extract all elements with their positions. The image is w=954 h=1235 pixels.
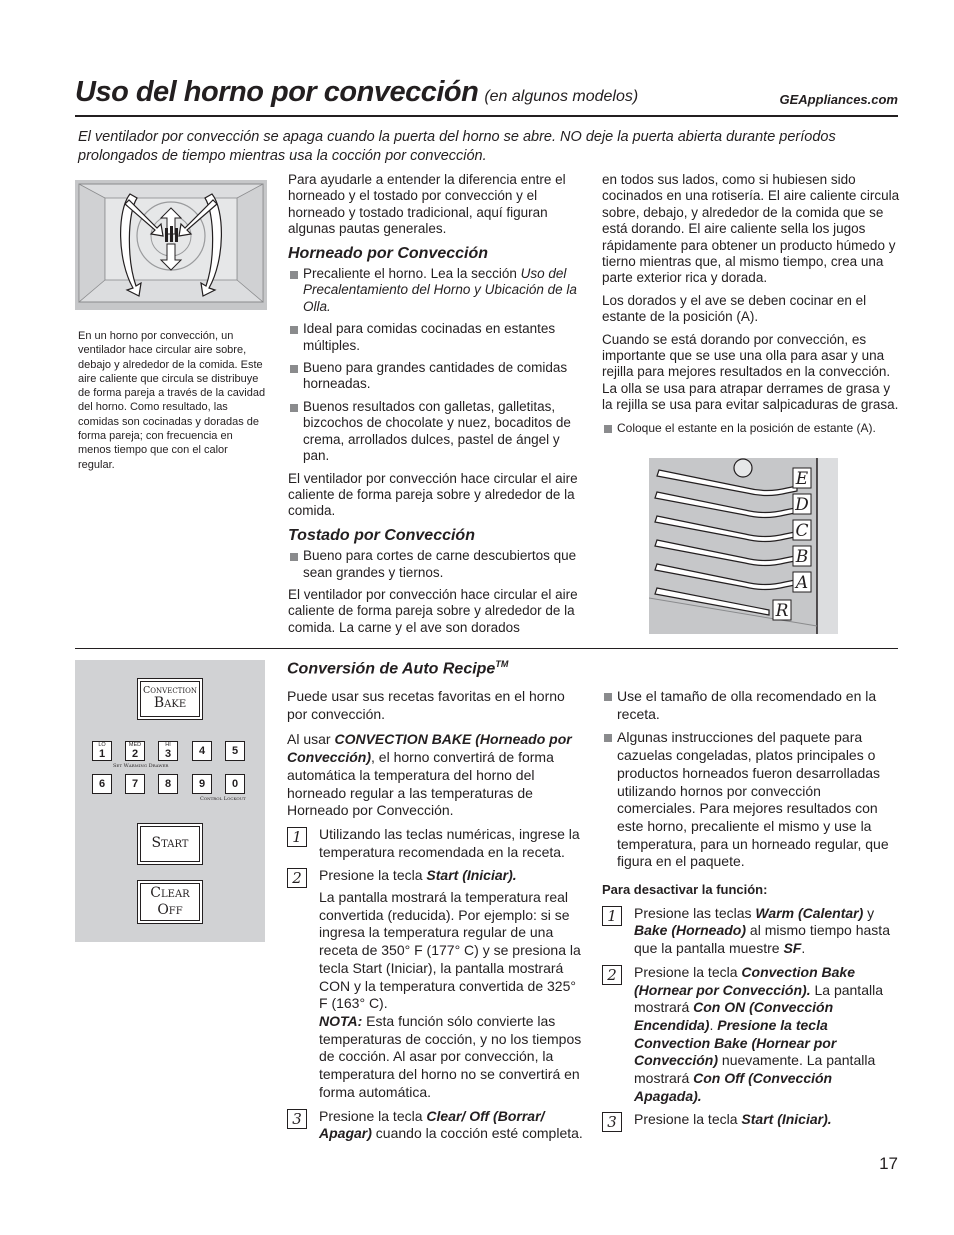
roast-rack-position: Los dorados y el ave se deben cocinar en el estante de la posición (A). [602,292,867,325]
roast-bullet-cuts: Bueno para cortes de carne descubiertos que sean grandes y tiernos. [288,548,586,581]
rack-label-a: A [795,573,809,593]
convection-roast-heading: Tostado por Convección [288,526,475,544]
step-2-note: NOTA: Esta función sólo convierte las temperaturas de cocción, y no los tiempos de cocción. Al asar por convección, la temperatura del horno no se convertirá en forma automática. [319,1012,582,1100]
bake-bullet-results: Buenos resultados con galletas, galletitas, bizcochos de chocolate y nuez, bocaditos de crema, arrollados dulces, pastel de ángel y pan. [288,399,586,465]
convection-fan-illustration [75,180,267,310]
roast-description: El ventilador por convección hace circular el aire caliente de forma pareja sobre y alrededor de la comida. La carne y el ave son dorados [288,586,578,635]
auto-recipe-description: Al usar CONVECTION BAKE (Horneado por Convección), el horno convertirá de forma automática la temperatura del horno del horneado regular a las temperaturas de Horneado por Convección. [287,731,572,819]
step-number: 1 [602,906,622,926]
set-warming-drawer-label: Set Warming Drawer [113,763,169,769]
number-key-3[interactable]: HI 3 [158,741,178,761]
step-2-detail: La pantalla mostrará la temperatura real convertida (reducida). Por ejemplo: si se ingresa la temperatura regular de una receta de 350° F (177° C) y se presiona la tecla Start (Iniciar), la pantalla mostrará CON y la temperatura convertida de 325° F (163° C). [319,889,581,1012]
pan-size-bullet: Use el tamaño de olla recomendado en la receta. [602,688,900,723]
number-key-8[interactable]: 8 [158,774,178,794]
website-link[interactable]: GEAppliances.com [779,92,898,107]
page-subtitle: (en algunos modelos) [484,88,639,105]
rack-label-b: B [795,547,809,567]
key-sublabel: LO [98,742,106,748]
key-sublabel: HI [165,742,171,748]
column-deactivate [602,688,900,1135]
page-title: Uso del horno por convección (en algunos modelos) [75,76,639,108]
page-number: 17 [879,1154,898,1173]
clear-off-key[interactable]: Clear Off [137,880,203,924]
step-number: 2 [602,965,622,985]
auto-recipe-step-1: 1 Utilizando las teclas numéricas, ingrese la temperatura recomendada en la receta. [287,826,583,861]
auto-recipe-step-3: 3 Presione la tecla Clear/ Off (Borrar/ Apagar) cuando la cocción esté completa. [287,1108,583,1143]
deactivate-heading: Para desactivar la función: [602,882,768,898]
column-auto-recipe [287,656,583,1149]
key-sublabel: MED [128,742,142,748]
auto-recipe-heading: Conversión de Auto Recipe™ [287,659,509,678]
deactivate-step-3: 3 Presione la tecla Start (Iniciar). [602,1111,900,1129]
guidelines-intro: Para ayudarle a entender la diferencia entre el horneado y el tostado por convección y el horneado y tostado tradicional, aquí figuran algunas pautas generales. [288,172,566,237]
auto-recipe-intro: Puede usar sus recetas favoritas en el horno por convección. [287,688,565,722]
bake-bullet-preheat: Precaliente el horno. Lea la sección Uso del Precalentamiento del Horno y Ubicación de la Olla. [288,266,586,315]
step-number: 2 [287,868,307,888]
control-panel-illustration [75,660,265,942]
intro-text: El ventilador por convección se apaga cuando la puerta del horno se abre. NO deje la puerta abierta durante períodos prolongados de tiempo mientras usa la cocción por convección. [78,129,836,164]
number-key-5[interactable]: 5 [225,741,245,761]
number-key-7[interactable]: 7 [125,774,145,794]
roast-continued: en todos sus lados, como si hubiesen sido cocinados en una rotisería. El aire caliente circula sobre, debajo, y alrededor de la comida que se está dorando. El aire caliente sella los jugos rápidamente para obtener un producto húmedo y tierno mientras que, al mismo tiempo, crea una parte exterior rica y dorada. [602,172,900,286]
rack-positions-illustration [649,458,838,634]
column-roasting [602,172,900,442]
section-divider [75,648,898,649]
number-key-6[interactable]: 6 [92,774,112,794]
rack-label-d: D [795,495,809,515]
deactivate-step-1: 1 Presione las teclas Warm (Calentar) y Bake (Horneado) al mismo tiempo hasta que la pantalla muestre SF. [602,905,900,958]
step-number: 1 [287,827,307,847]
number-key-1[interactable]: LO 1 [92,741,112,761]
bake-bullet-large-quantities: Bueno para grandes cantidades de comidas horneadas. [288,360,586,393]
start-key[interactable]: Start [137,823,203,865]
number-key-0[interactable]: 0 [225,774,245,794]
control-lockout-label: Control Lockout [200,796,246,802]
step-number: 3 [287,1109,307,1129]
deactivate-step-2: 2 Presione la tecla Convection Bake (Hornear por Convección). La pantalla mostrará Con ON (Convección Encendida). Presione la tecla Convection Bake (Hornear por Convección) nuevamente. La pantalla mostrará Con Off (Convección Apagada). [602,964,900,1106]
header-divider [75,115,898,117]
rack-label-c: C [795,521,809,541]
number-key-2[interactable]: MED 2 [125,741,145,761]
rack-label-e: E [795,469,809,489]
column-convection-guidelines [288,172,586,642]
package-instructions-bullet: Algunas instrucciones del paquete para cazuelas congeladas, platos principales o productos horneados fueron desarrolladas utilizando hornos por convección comerciales. Para mejores resultados con este horno, precaliente el mismo y use la temperatura, para un horneado regular, que figura en el paquete. [602,729,900,871]
convection-bake-heading: Horneado por Convección [288,244,489,262]
rack-label-r: R [775,601,789,621]
rack-position-bullet: Coloque el estante en la posición de estante (A). [602,420,900,436]
convection-bake-key[interactable]: Convection Bake [137,678,203,720]
bake-bullet-multiple-racks: Ideal para comidas cocinadas en estantes múltiples. [288,321,586,354]
roast-pan-advice: Cuando se está dorando por convección, es importante que se use una olla para asar y una rejilla para mejores resultados en la convección. La olla se usa para atrapar derrames de grasa y la rejilla se usa para evitar salpicaduras de grasa. [602,331,899,413]
figure-caption: En un horno por convección, un ventilador hace circular aire sobre, debajo y alrededor de la comida. Este aire caliente que circula se distribuye de forma pareja a través de la cavidad del horno. Como resultado, las comidas son cocinadas y doradas de forma pareja; con frecuencia en menos tiempo que con el calor regular. [78,330,266,471]
number-key-4[interactable]: 4 [192,741,212,761]
step-number: 3 [602,1112,622,1132]
bake-description: El ventilador por convección hace circular el aire caliente de forma pareja sobre y alrededor de la comida. [288,470,578,519]
auto-recipe-step-2: 2 Presione la tecla Start (Iniciar). La pantalla mostrará la temperatura real convertida (reducida). Por ejemplo: si se ingresa la temperatura regular de una receta de 350° F (177° C) y se presiona la tecla Start (Iniciar), la pantalla mostrará CON y la temperatura convertida de 325° F (163° C). NOTA: Esta función sólo convierte las temperaturas de cocción, y no los tiempos de cocción. Al asar por convección, la temperatura del horno no se convertirá en forma automática. [287,867,583,1101]
number-key-9[interactable]: 9 [192,774,212,794]
